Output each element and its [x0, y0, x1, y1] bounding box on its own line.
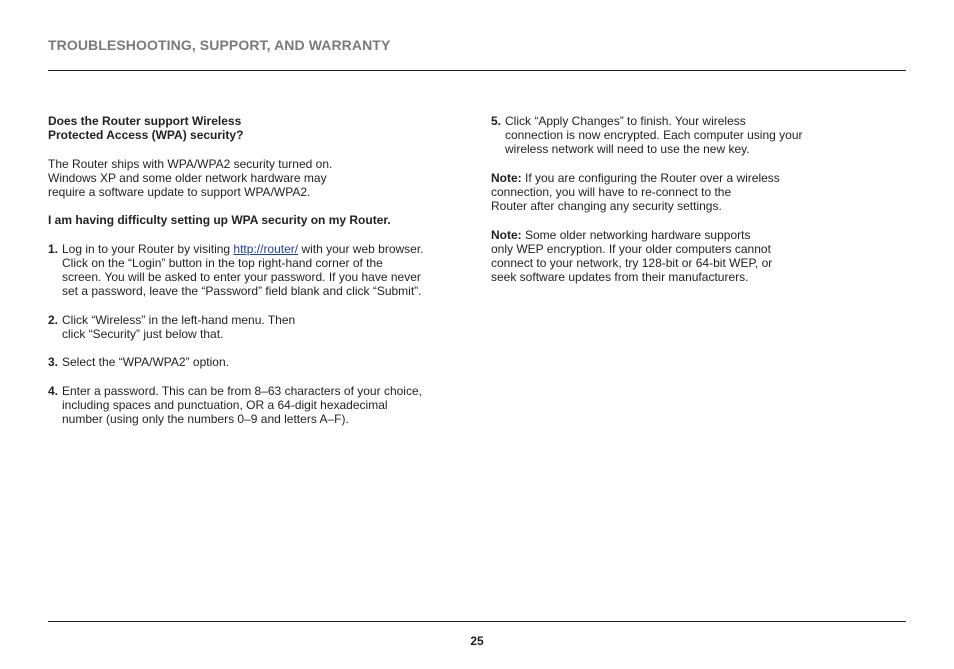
- note-line: [491, 171, 851, 185]
- step-line: including spaces and punctuation, OR a 64-digit hexadecimal: [62, 397, 388, 412]
- note-line: [491, 228, 851, 242]
- step-text: with your web browser.: [298, 241, 424, 256]
- step-line: [62, 242, 473, 256]
- step-line: number (using only the numbers 0–9 and letters A–F).: [62, 412, 349, 427]
- faq-subheading: I am having difficulty setting up WPA security on my Router.: [48, 213, 391, 228]
- step-line: Select the “WPA/WPA2” option.: [62, 355, 229, 370]
- faq-answer-line: require a software update to support WPA/WPA2.: [48, 185, 311, 199]
- step-line: click “Security” just below that.: [62, 326, 224, 341]
- step-line: Click on the “Login” button in the top right-hand corner of the: [62, 255, 383, 270]
- note-line: Router after changing any security settings.: [491, 199, 722, 214]
- faq-question-line: Protected Access (WPA) security?: [48, 128, 244, 143]
- note-label: Note:: [491, 227, 522, 242]
- step-line: Click “Apply Changes” to finish. Your wireless: [505, 114, 746, 128]
- note-label: Note:: [491, 170, 522, 185]
- step-item-3: [48, 355, 473, 369]
- step-text: Log in to your Router by visiting: [62, 241, 234, 256]
- note-reconnect: [491, 171, 851, 214]
- faq-answer: [48, 157, 473, 200]
- faq-question-line: Does the Router support Wireless: [48, 114, 242, 128]
- footer-rule: [48, 621, 906, 622]
- note-line: connection, you will have to re-connect to the: [491, 185, 732, 199]
- faq-answer-line: The Router ships with WPA/WPA2 security turned on.: [48, 156, 333, 171]
- page-header-title: TROUBLESHOOTING, SUPPORT, AND WARRANTY: [48, 37, 391, 53]
- step-item-4: [48, 384, 473, 427]
- step-number: 4.: [48, 383, 59, 398]
- left-column: [48, 114, 473, 441]
- note-text: If you are configuring the Router over a wireless: [521, 170, 780, 185]
- right-column: [491, 114, 851, 299]
- faq-question: [48, 114, 473, 142]
- step-number: 2.: [48, 312, 59, 327]
- page-number: 25: [470, 634, 484, 648]
- step-line: connection is now encrypted. Each computer using your: [505, 128, 803, 143]
- faq-answer-line: Windows XP and some older network hardware may: [48, 170, 327, 185]
- router-login-link[interactable]: http://router/: [233, 241, 299, 256]
- step-line: Click “Wireless” in the left-hand menu. Then: [62, 312, 296, 327]
- step-item-1: [48, 242, 473, 299]
- note-line: only WEP encryption. If your older computers cannot: [491, 241, 771, 256]
- header-rule: [48, 70, 906, 71]
- step-item-2: [48, 313, 473, 341]
- note-wep: [491, 228, 851, 285]
- note-line: seek software updates from their manufacturers.: [491, 270, 749, 285]
- step-line: set a password, leave the “Password” field blank and click “Submit”.: [62, 284, 422, 299]
- step-number: 1.: [48, 241, 59, 256]
- note-line: connect to your network, try 128-bit or 64-bit WEP, or: [491, 256, 773, 270]
- step-number: 3.: [48, 355, 59, 370]
- step-line: Enter a password. This can be from 8–63 characters of your choice,: [62, 383, 422, 398]
- step-number: 5.: [491, 114, 502, 128]
- step-line: wireless network will need to use the new key.: [505, 142, 750, 157]
- step-item-5: [491, 114, 851, 157]
- step-line: screen. You will be asked to enter your password. If you have never: [62, 270, 421, 285]
- note-text: Some older networking hardware supports: [521, 227, 751, 242]
